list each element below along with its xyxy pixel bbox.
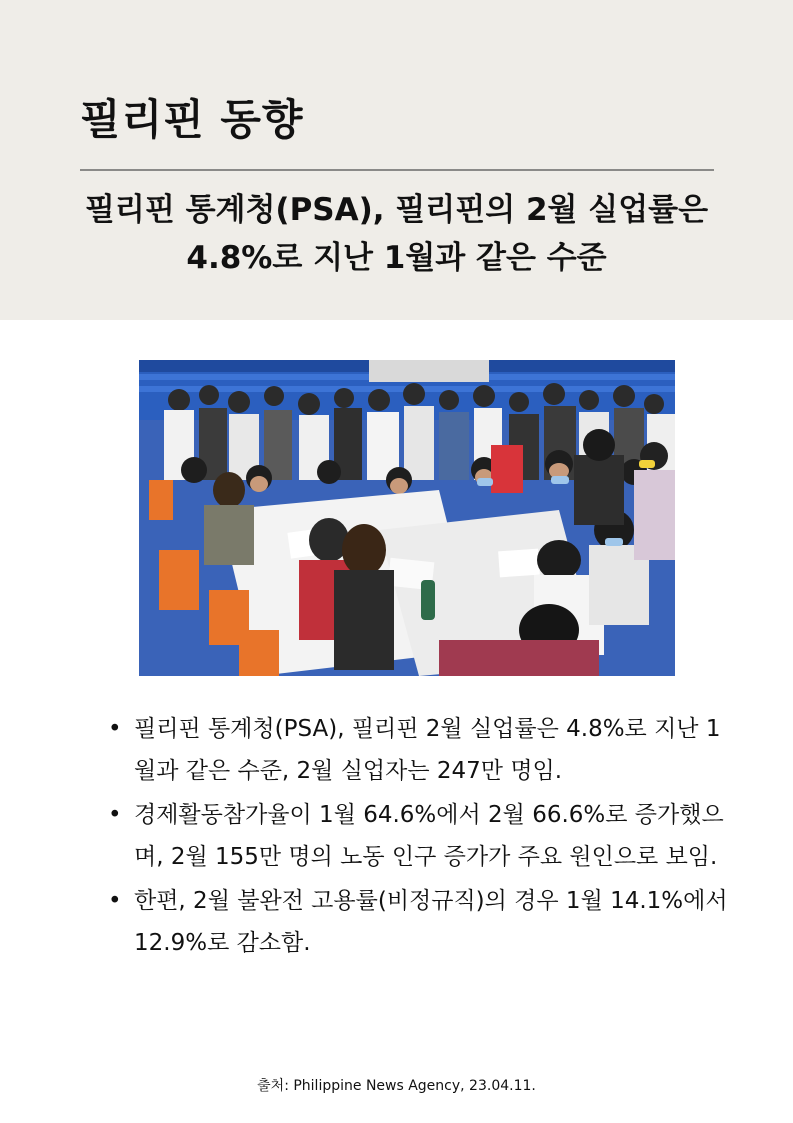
list-item xyxy=(108,794,728,878)
bullet-icon: • xyxy=(108,888,122,914)
section-title: 필리핀 동향 xyxy=(80,95,304,144)
bullet-icon: • xyxy=(108,802,122,828)
list-item-text: 한편, 2월 불완전 고용률(비정규직)의 경우 1월 14.1%에서 12.9%로 감소함. xyxy=(134,888,728,956)
source-citation: 출처: Philippine News Agency, 23.04.11. xyxy=(257,1078,536,1094)
title-divider xyxy=(80,169,714,171)
list-item-text: 필리핀 통계청(PSA), 필리핀 2월 실업률은 4.8%로 지난 1월과 같은 수준, 2월 실업자는 247만 명임. xyxy=(134,716,721,784)
summary-list xyxy=(108,708,728,966)
bullet-icon: • xyxy=(108,716,122,742)
list-item-text: 경제활동참가율이 1월 64.6%에서 2월 66.6%로 증가했으며, 2월 155만 명의 노동 인구 증가가 주요 원인으로 보임. xyxy=(134,802,724,870)
headline: 필리핀 통계청(PSA), 필리핀의 2월 실업률은 4.8%로 지난 1월과 같은 수준 xyxy=(84,192,709,276)
header-band xyxy=(0,0,793,320)
list-item xyxy=(108,880,728,964)
job-fair-crowd-photo xyxy=(139,360,675,676)
list-item xyxy=(108,708,728,792)
